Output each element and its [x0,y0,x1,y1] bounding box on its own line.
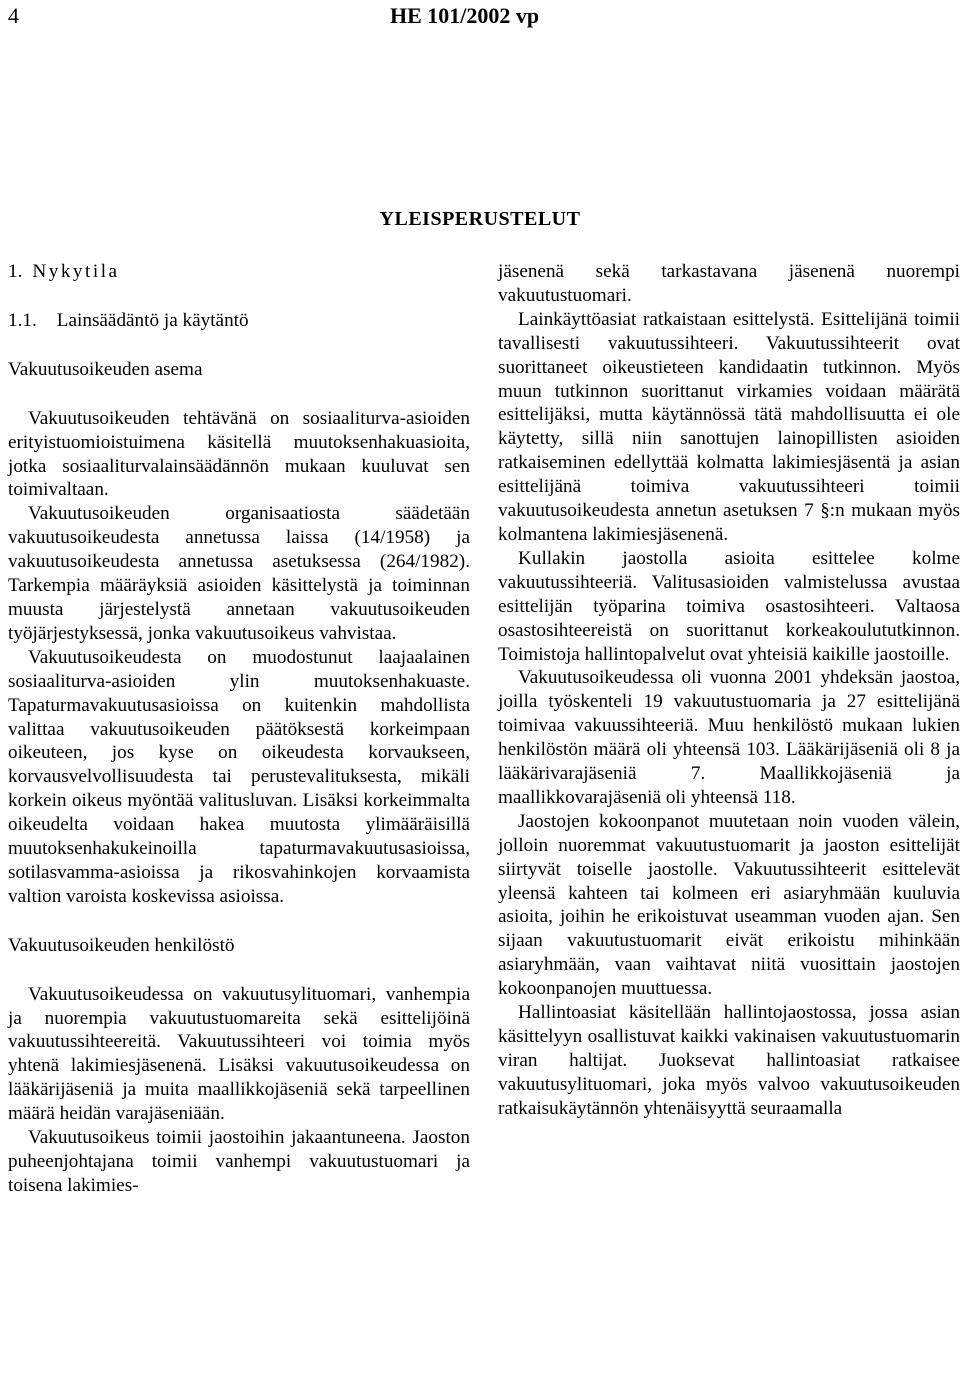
heading-2-number: 1.1. [8,309,37,331]
paragraph: Lainkäyttöasiat ratkaistaan esittelystä. Esittelijänä toimii tavallisesti vakuutussihteeri. Vakuutussihteerit ovat suorittaneet oikeustieteen kandidaatin tutkinnon. Myös muun tutkinnon suorittanut virkamies voidaan määrätä esittelijäksi, mutta käytännössä tätä mahdollisuutta ei ole käytetty, sillä niin sanottujen lainopillisten asioiden ratkaiseminen edellyttää kolmatta lakimiesjäsentä ja asian esittelijänä toimiva vakuutussihteeri toimii vakuutusoikeudesta annetun asetuksen 7 §:n mukaan myös kolmantena lakimiesjäsenenä. [498,308,960,545]
paragraph: Vakuutusoikeuden organisaatiosta säädetään vakuutusoikeudesta annetussa laissa (14/1958) ja vakuutusoikeudesta annetussa asetuksessa (264/1982). Tarkempia määräyksiä asioiden käsittelystä ja toiminnan muusta järjestelystä annetaan vakuutusoikeuden työjärjestyksessä, jonka vakuutusoikeus vahvistaa. [8,503,470,644]
heading-2 [8,309,470,333]
paragraph: Vakuutusoikeudessa oli vuonna 2001 yhdeksän jaostoa, joilla työskenteli 19 vakuutustuomaria ja 27 esittelijänä toimivaa vakuussihteeriä. Muu henkilöstö mukaan lukien henkilöstön määrä oli yhteensä 103. Lääkärijäseniä oli 8 ja lääkärivarajäseniä 7. Maallikkojäseniä ja maallikkovarajäseniä oli yhteensä 118. [498,667,960,808]
paragraph: Hallintoasiat käsitellään hallintojaostossa, jossa asian käsittelyyn osallistuvat kaikki vakinaisen vakuutustuomarin viran haltijat. Juoksevat hallintoasiat ratkaisee vakuutusylituomari, joka myös valvoo vakuutusoikeuden ratkaisukäytännön yhtenäisyyttä seuraamalla [498,1002,960,1119]
subheading-henkilosto: Vakuutusoikeuden henkilöstö [8,934,235,956]
paragraph: Vakuutusoikeudessa on vakuutusylituomari, vanhempia ja nuorempia vakuutustuomareita sekä esittelijöinä vakuutussihteereitä. Vakuutussihteeri voi toimia myös yhtenä lakimiesjäsenenä. Lisäksi vakuutusoikeudessa on lääkärijäseniä ja muita maallikkojäseniä sekä tarpeellinen määrä heidän varajäseniään. [8,983,470,1125]
paragraph-continued: jäsenenä sekä tarkastavana jäsenenä nuorempi vakuutustuomari. [498,261,960,306]
paragraph: Vakuutusoikeus toimii jaostoihin jakaantuneena. Jaoston puheenjohtajana toimii vanhempi vakuutustuomari ja toisena lakimies- [8,1127,470,1196]
paragraph: Vakuutusoikeuden tehtävänä on sosiaaliturva-asioiden erityistuomioistuimena käsitellä muutoksenhakuasioita, jotka sosiaaliturvalainsäädännön mukaan kuuluvat sen toimivaltaan. [8,407,470,501]
left-column [8,260,470,1198]
page-number: 4 [8,3,19,28]
heading-1-number: 1. [8,261,23,282]
heading-1-text: Nykytila [32,261,120,282]
paragraph: Kullakin jaostolla asioita esittelee kolme vakuutussihteeriä. Valitusasioiden valmistelussa avustaa esittelijän työparina toimiva osastosihteeri. Valtaosa osastosihteereistä on suorittanut korkeakoulututkinnon. Toimistoja hallintopalvelut ovat yhteisiä kaikille jaostoille. [498,547,960,665]
heading-1 [8,260,470,284]
heading-2-text: Lainsäädäntö ja käytäntö [56,309,249,331]
paragraph: Vakuutusoikeudesta on muodostunut laajaalainen sosiaaliturva-asioiden ylin muutoksenhakuaste. Tapaturmavakuutusasioissa on kuitenkin mahdollista valittaa vakuutusoikeuden päätöksestä korkeimpaan oikeuteen, jos kyse on oikeudesta korvaukseen, korvausvelvollisuudesta tai perustevalituksesta, mikäli korkein oikeus myöntää valitusluvan. Lisäksi korkeimmalta oikeudelta voidaan hakea muutosta ylimääräisillä muutoksenhakukeinoilla tapaturmavakuutusasioissa, sotilasvamma-asioissa ja rikosvahinkojen korvaamista valtion varoista koskevissa asioissa. [8,646,470,907]
subheading-asema: Vakuutusoikeuden asema [8,358,203,380]
section-title: YLEISPERUSTELUT [379,208,581,230]
running-header: HE 101/2002 vp [390,3,540,28]
right-column [498,260,960,1121]
paragraph: Jaostojen kokoonpanot muutetaan noin vuoden välein, jolloin nuoremmat vakuutustuomarit ja jaoston esittelijät siirtyvät toiselle jaostolle. Vakuutussihteerit esittelevät yleensä kahteen tai kolmeen eri asiaryhmään kuuluvia asioita, joihin he erikoistuvat useamman vuoden ajan. Sen sijaan vakuutustuomarit eivät erikoistu mihinkään asiaryhmään, vaan vaihtavat niitä vuosittain jaostojen kokoonpanojen muuttuessa. [498,810,960,1000]
